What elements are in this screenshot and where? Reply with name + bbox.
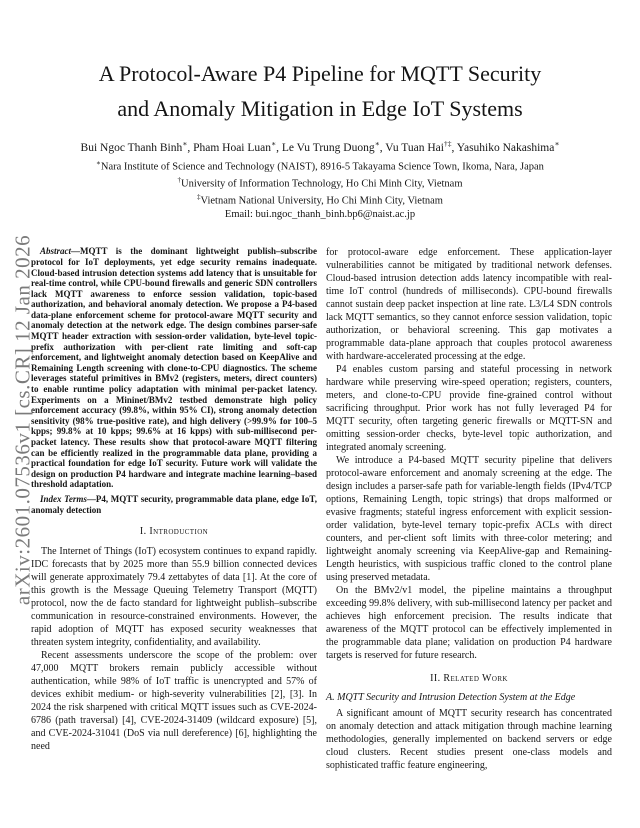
section-number: II.	[430, 673, 441, 685]
author-affiliation-marker: ∗	[271, 139, 277, 148]
author-affiliation-marker: †‡	[443, 139, 452, 148]
column-right	[326, 246, 612, 772]
affiliations-block	[0, 157, 640, 222]
abstract-label: Abstract—	[40, 246, 81, 257]
author-affiliation-marker: ∗	[554, 139, 560, 148]
paper-title-line1: A Protocol-Aware P4 Pipeline for MQTT Security	[98, 61, 542, 86]
arxiv-watermark: arXiv:2601.07536v1 [cs.CR] 12 Jan 2026	[10, 234, 35, 606]
intro-paragraph-2-continuation: for protocol-aware edge enforcement. These application-layer vulnerabilities cannot be mitigated by traditional network defenses. Cloud-based intrusion detection adds latency incompatible with real-time IoT control (hundreds of milliseconds). CPU-bound firewalls cannot sustain deep packet inspection at line rate. L3/L4 SDN controls lack MQTT semantics, so they cannot enforce session validation, topic authorization, or behavioral screening. This gap motivates a programmable data-plane approach that couples protocol awareness with hardware-accelerated processing at the edge.	[326, 247, 612, 363]
abstract-text: MQTT is the dominant lightweight publish–subscribe protocol for IoT deployments, yet edge security remains inadequate. Cloud-based intrusion detection systems add latency that is unsuitable for real-time control, while CPU-bound firewalls and generic SDN controllers lack MQTT awareness to enforce session validation, topic-based authorization, and behavioral anomaly detection. We propose a P4-based data-plane enforcement scheme for protocol-aware MQTT security and anomaly detection at the network edge. The design combines parser-safe MQTT header extraction with session-order validation, byte-level topic-prefix authorization with per-client rate limiting and soft-cap enforcement, and lightweight anomaly detection based on KeepAlive and Remaining Length screening with clone-to-CPU diagnostics. The scheme leverages stateful primitives in BMv2 (registers, meters, direct counters) to enable runtime policy adaptation with minimal per-packet latency. Experiments on a Mininet/BMv2 testbed demonstrate high policy enforcement accuracy (99.8%, within 95% CI), strong anomaly detection sensitivity (98% true-positive rate), and high delivery (>99.9% for 100–5 kpps; 99.8% at 10 kpps; 99.6% at 16 kpps) with sub-millisecond per-packet latency. These results show that protocol-aware MQTT filtering can be efficiently realized in the programmable data plane, providing a practical foundation for edge IoT security. Future work will validate the design on production P4 hardware and integrate machine learning–based threshold adaptation.	[31, 246, 317, 490]
intro-paragraph-4: We introduce a P4-based MQTT security pipeline that delivers protocol-aware enforcement and anomaly screening at the edge. The design includes a parser-safe path for variable-length fields (IPv4/TCP options, Remaining Length, topic strings) that drops malformed or evasive fragments; stateful ingress enforcement with explicit session-order validation, byte-level ternary topic-prefix ACLs with direct counters, and per-client soft limits with three-color metering; and lightweight anomaly screening via KeepAlive-gap and Remaining-Length heuristics, with suspicious traffic cloned to the control plane using preserved metadata.	[326, 455, 612, 584]
affiliation-line: †University of Information Technology, Ho Chi Minh City, Vietnam	[177, 175, 463, 190]
intro-paragraph-5: On the BMv2/v1 model, the pipeline maintains a throughput exceeding 99.8% delivery, with sub-millisecond latency per packet and achieves high enforcement precision. The results indicate that awareness of the MQTT protocol can be effectively implemented in the programmable data plane; validation on production P4 hardware targets is reserved for future research.	[326, 585, 612, 662]
paper-title-line2: and Anomaly Mitigation in Edge IoT Systems	[117, 96, 523, 121]
section-heading-related-work	[326, 673, 612, 684]
subsection-heading-a: A. MQTT Security and Intrusion Detection System at the Edge	[326, 692, 576, 704]
email-line: Email: bui.ngoc_thanh_binh.bp6@naist.ac.jp	[224, 208, 416, 220]
affiliation-marker: ∗	[96, 158, 101, 167]
affiliation-line: ‡Vietnam National University, Ho Chi Minh City, Vietnam	[197, 192, 443, 207]
author: , Yasuhiko Nakashima∗	[451, 139, 560, 154]
author: , Vu Tuan Hai†‡	[379, 139, 452, 154]
author: Bui Ngoc Thanh Binh∗	[80, 139, 188, 154]
intro-paragraph-2-left: Recent assessments underscore the scope of the problem: over 47,000 MQTT brokers remain publicly accessible without authentication, while 98% of IoT traffic is unencrypted and 57% of devices exhibit medium- or high-severity vulnerabilities [2], [3]. In 2024 the risk sharpened with critical MQTT issues such as CVE-2024-6786 (path traversal) [4], CVE-2024-31409 (wildcard exposure) [5], and CVE-2024-31041 (DoS via null dereference) [6], highlighting the need	[31, 650, 317, 753]
author: , Pham Hoai Luan∗	[187, 139, 277, 154]
index-terms-label: Index Terms	[40, 493, 87, 504]
abstract-paragraph	[31, 246, 317, 490]
affiliation-line: ∗Nara Institute of Science and Technology (NAIST), 8916-5 Takayama Science Town, Ikoma, Nara, Japan	[96, 158, 544, 173]
author-affiliation-marker: ∗	[182, 139, 188, 148]
section-title: Related Work	[443, 673, 508, 685]
index-terms-text: —P4, MQTT security, programmable data plane, edge IoT, anomaly detection	[31, 493, 317, 515]
two-column-body	[31, 246, 612, 772]
index-terms-paragraph	[31, 494, 317, 515]
affiliation-marker: †	[177, 175, 181, 184]
column-left	[31, 246, 317, 772]
paper-header	[0, 0, 640, 221]
author: , Le Vu Trung Duong∗	[276, 139, 380, 154]
authors-line	[0, 139, 640, 154]
affiliation-marker: ‡	[197, 192, 201, 201]
intro-paragraph-1: The Internet of Things (IoT) ecosystem continues to expand rapidly. IDC forecasts that by 2025 more than 55.9 billion connected devices will generate approximately 79.4 zettabytes of data [1]. At the core of this growth is the Message Queuing Telemetry Transport (MQTT) protocol, now the de facto standard for lightweight publish–subscribe communication in resource-constrained environments. However, the rapid adoption of MQTT has exposed security weaknesses that threaten system integrity, confidentiality, and availability.	[31, 546, 317, 649]
intro-paragraph-3: P4 enables custom parsing and stateful processing in network hardware while preserving wire-speed operation; registers, counters, meters, and clone-to-CPU provide fine-grained control without sacrificing throughput. Prior work has not fully leveraged P4 for MQTT security, often targeting generic firewalls or MQTT-SN and omitting session-order checks, byte-level topic authorization, and integrated anomaly screening.	[326, 364, 612, 454]
section-number: I.	[139, 526, 147, 538]
section-heading-introduction	[31, 526, 317, 537]
related-work-paragraph-1: A significant amount of MQTT security research has concentrated on anomaly detection and attack mitigation through machine learning methodologies, generally implemented on backend servers or edge cloud clusters. Recent studies present one-class models and sophisticated traffic feature engineering,	[326, 708, 612, 772]
author-affiliation-marker: ∗	[374, 139, 380, 148]
paper-title	[0, 56, 640, 126]
section-title: Introduction	[149, 526, 209, 538]
